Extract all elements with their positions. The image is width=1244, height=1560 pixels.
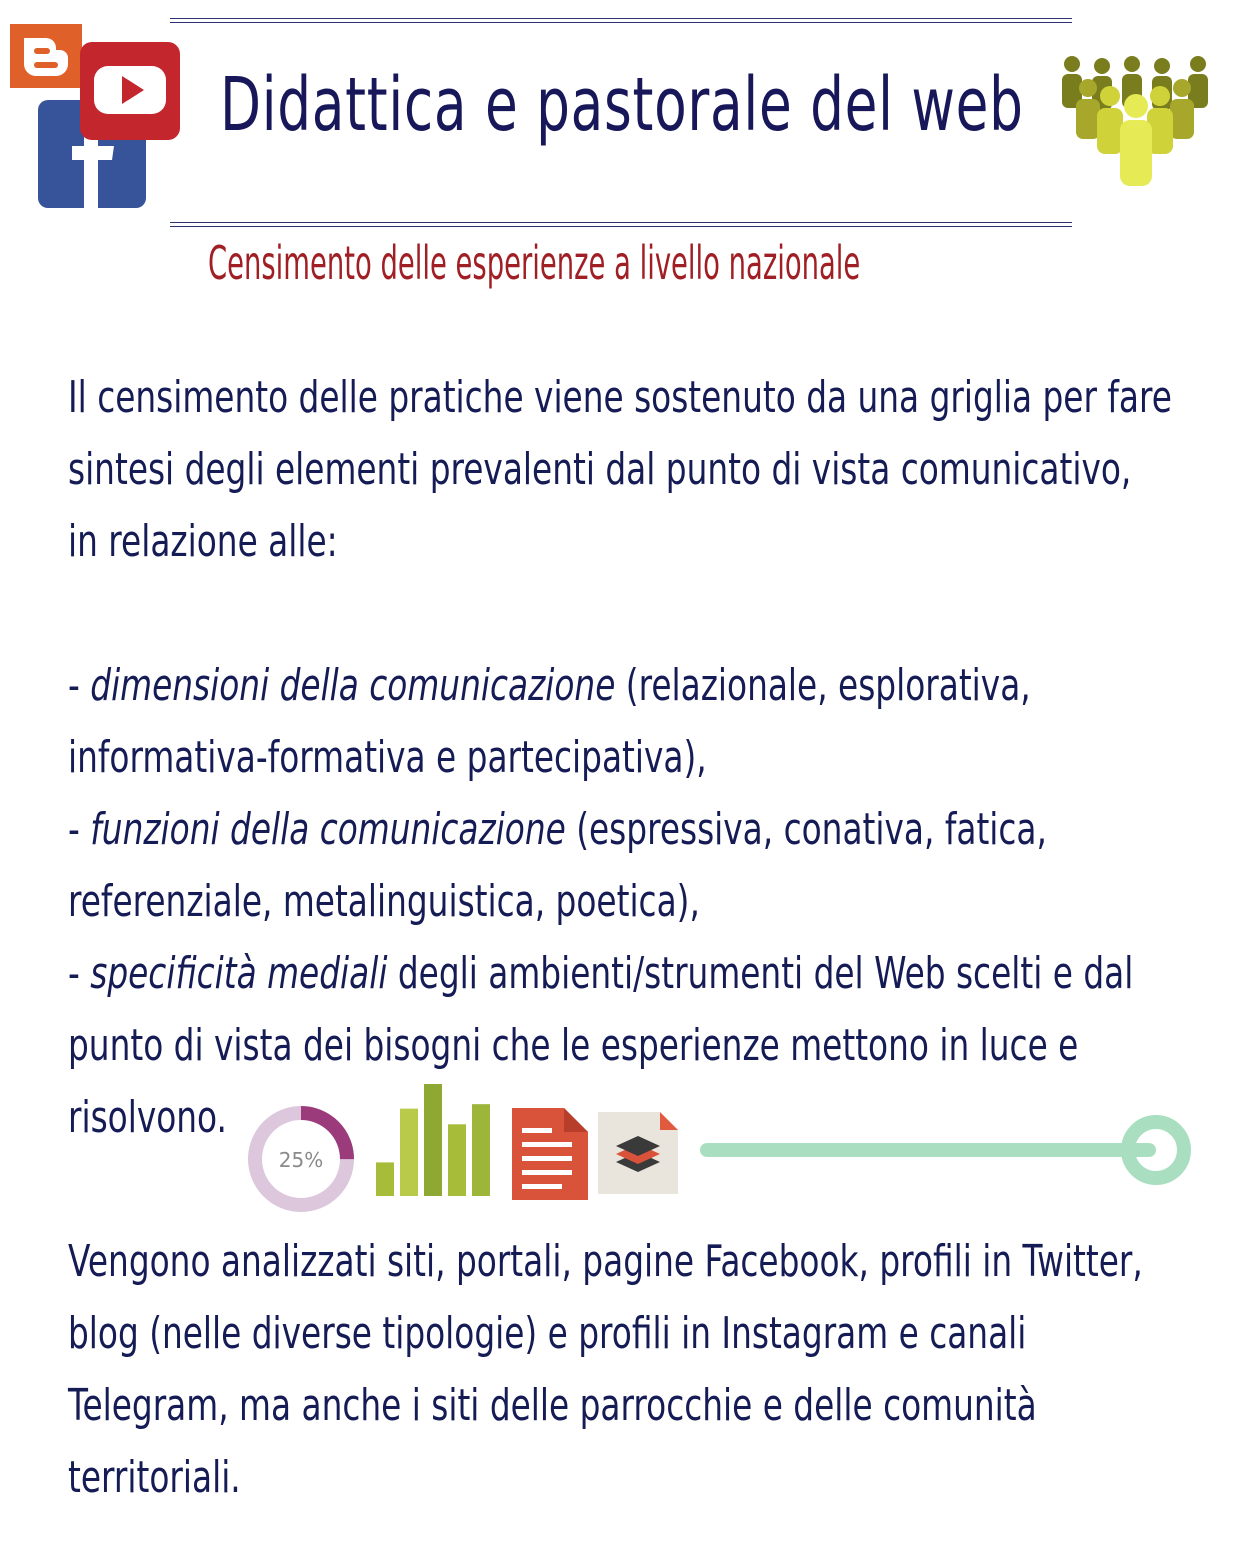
list-item-continuation: informativa-formativa e partecipativa),: [68, 732, 707, 783]
intro-paragraph: [68, 362, 1215, 578]
header-top-rule: [170, 18, 1072, 23]
slider-icon: [698, 1110, 1196, 1190]
outro-line: Vengono analizzati siti, portali, pagine Facebook, profili in Twitter,: [68, 1236, 1143, 1287]
list-item-term: specificità mediali: [90, 948, 388, 999]
list-item: - specificità mediali degli ambienti/strumenti del Web scelti e dal: [68, 948, 1134, 999]
people-group-icon: [1058, 54, 1214, 190]
youtube-icon: [80, 42, 180, 140]
list-item-term: dimensioni della comunicazione: [90, 660, 616, 711]
blogger-icon: [10, 24, 82, 88]
bar-chart-icon: [372, 1082, 504, 1198]
list-item: - dimensioni della comunicazione (relazionale, esplorativa,: [68, 660, 1031, 711]
list-item-continuation: risolvono.: [68, 1092, 227, 1143]
document-icon: [512, 1108, 588, 1200]
page-subtitle: Censimento delle esperienze a livello nazionale: [208, 236, 861, 290]
outro-line: blog (nelle diverse tipologie) e profili in Instagram e canali: [68, 1308, 1027, 1359]
list-item-continuation: referenziale, metalinguistica, poetica),: [68, 876, 700, 927]
bar: [376, 1162, 394, 1196]
donut-label: 25%: [278, 1148, 324, 1172]
bar: [448, 1124, 466, 1196]
header-bottom-rule: [170, 222, 1072, 227]
list-item: - funzioni della comunicazione (espressiva, conativa, fatica,: [68, 804, 1047, 855]
intro-line: Il censimento delle pratiche viene sostenuto da una griglia per fare: [68, 372, 1172, 423]
bar: [424, 1084, 442, 1196]
list-item-continuation: punto di vista dei bisogni che le esperienze mettono in luce e: [68, 1020, 1079, 1071]
outro-line: territoriali.: [68, 1452, 241, 1503]
criteria-list: [68, 650, 1215, 1154]
list-item-term: funzioni della comunicazione: [90, 804, 566, 855]
outro-line: Telegram, ma anche i siti delle parrocchie e delle comunità: [68, 1380, 1037, 1431]
bar: [472, 1104, 490, 1196]
bar: [400, 1109, 418, 1196]
intro-line: in relazione alle:: [68, 516, 338, 567]
donut-chart-icon: [246, 1104, 356, 1214]
layers-file-icon: [598, 1112, 678, 1194]
outro-paragraph: [68, 1226, 1215, 1514]
intro-line: sintesi degli elementi prevalenti dal punto di vista comunicativo,: [68, 444, 1132, 495]
page-title: Didattica e pastorale del web: [220, 62, 1024, 148]
